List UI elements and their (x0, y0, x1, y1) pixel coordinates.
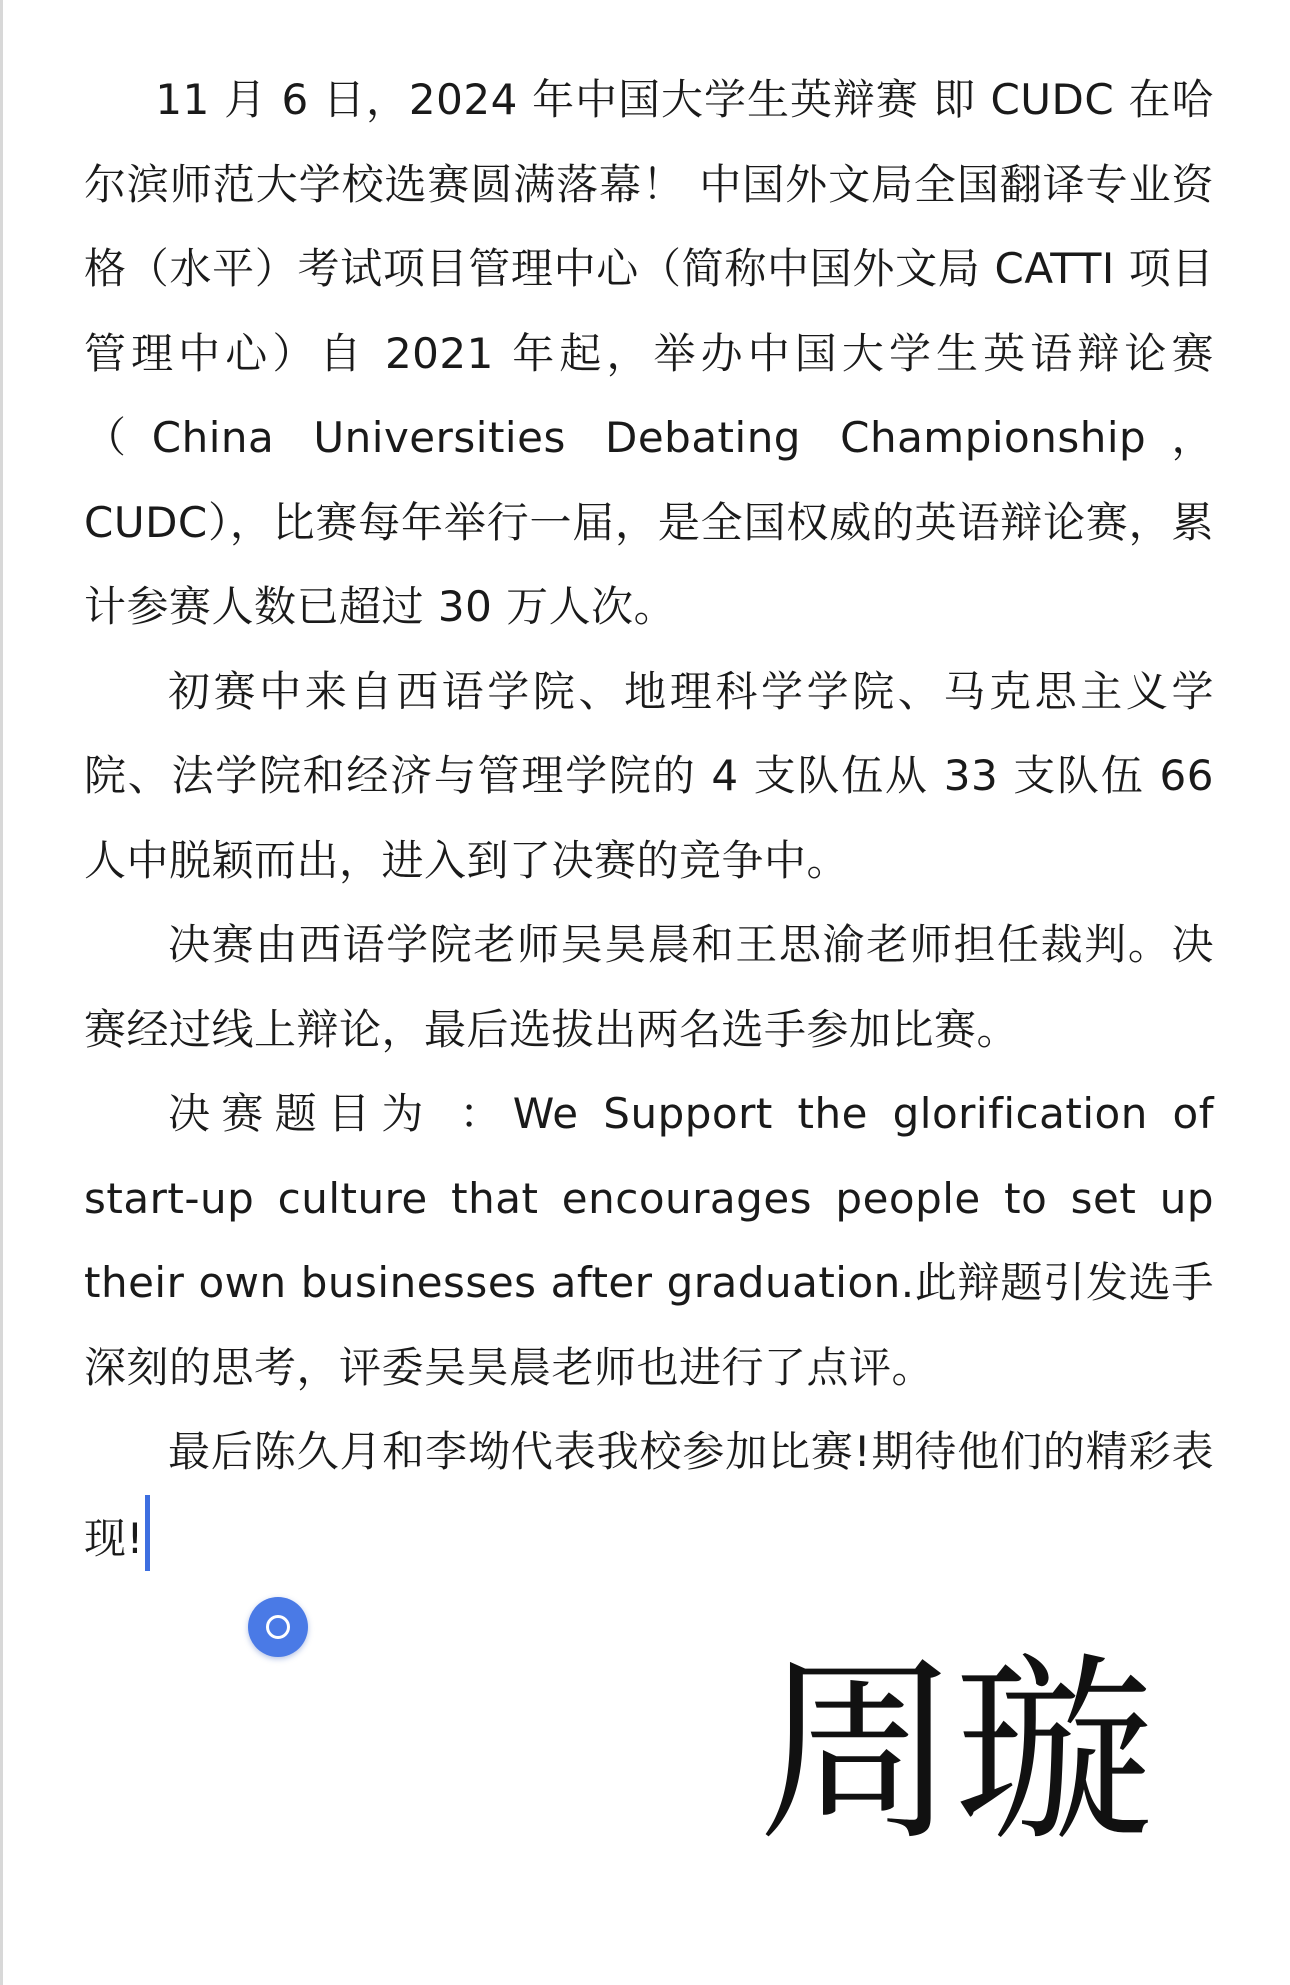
document-body[interactable] (84, 58, 1214, 1581)
paragraph-5 (84, 1410, 1214, 1581)
paragraph-5-text: 最后陈久月和李坳代表我校参加比赛!期待他们的精彩表现! (84, 1427, 1214, 1563)
paragraph-1: 11 月 6 日，2024 年中国大学生英辩赛 即 CUDC 在哈尔滨师范大学校选赛圆满落幕！ 中国外文局全国翻译专业资格（水平）考试项目管理中心（简称中国外文局 CATTI 项目管理中心）自 2021 年起，举办中国大学生英语辩论赛（China Universities Debating Championship，CUDC），比赛每年举行一届，是全国权威的英语辩论赛，累计参赛人数已超过 30 万人次。 (84, 75, 1214, 631)
text-cursor (145, 1495, 150, 1571)
paragraph-3: 决赛由西语学院老师吴昊晨和王思渝老师担任裁判。决赛经过线上辩论，最后选拔出两名选手参加比赛。 (84, 920, 1214, 1054)
paragraph-4: 决赛题目为 ：We Support the glorification of start-up culture that encourages people to set up their own businesses after graduation.此辩题引发选手深刻的思考，评委吴昊晨老师也进行了点评。 (84, 1089, 1214, 1392)
page-left-edge (0, 0, 3, 1985)
paragraph-2: 初赛中来自西语学院、地理科学学院、马克思主义学院、法学院和经济与管理学院的 4 支队伍从 33 支队伍 66 人中脱颖而出，进入到了决赛的竞争中。 (84, 666, 1214, 885)
cursor-drag-handle[interactable] (248, 1597, 308, 1657)
signature: 周璇 (758, 1636, 1151, 1869)
cursor-handle-ring-icon (266, 1615, 290, 1639)
